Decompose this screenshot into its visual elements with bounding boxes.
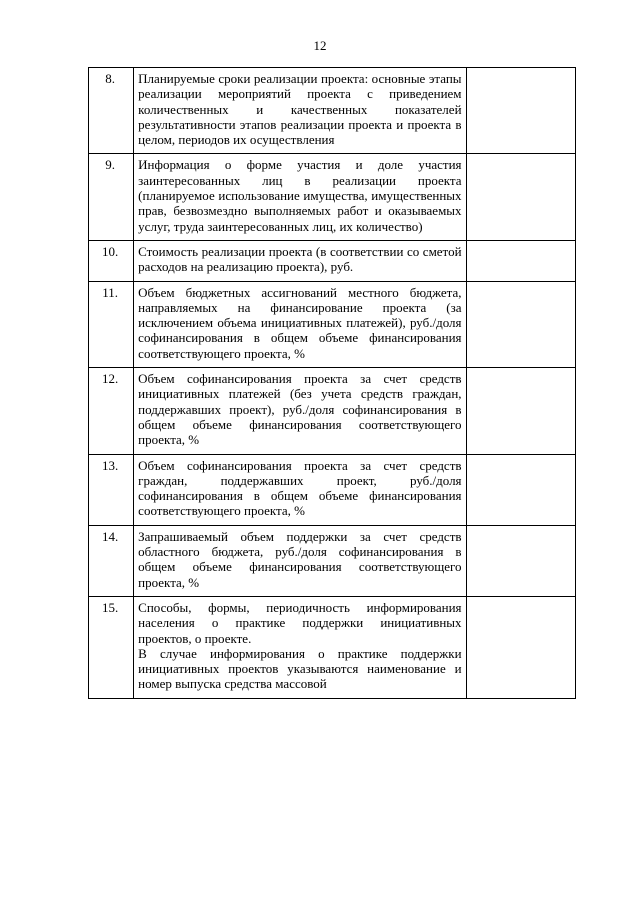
table-row	[89, 281, 576, 367]
row-number: 12.	[89, 368, 134, 454]
row-number: 8.	[89, 68, 134, 154]
row-description: Планируемые сроки реализации проекта: основные этапы реализации мероприятий проекта с приведением количественных и качественных показателей результативности этапов реализации проекта и проекта в целом, периодов их осуществления	[134, 68, 466, 154]
row-description-paragraph: В случае информирования о практике поддержки инициативных проектов указываются наименование и номер выпуска средства массовой	[138, 645, 462, 692]
row-description: Объем софинансирования проекта за счет средств граждан, поддержавших проект, руб./доля софинансирования в общем объеме финансирования соответствующего проекта, %	[134, 454, 466, 525]
row-value-cell	[466, 68, 575, 154]
table-row	[89, 154, 576, 240]
table-row	[89, 240, 576, 281]
row-number: 13.	[89, 454, 134, 525]
table-row	[89, 68, 576, 154]
table-row	[89, 596, 576, 698]
table-row	[89, 525, 576, 596]
row-value-cell	[466, 596, 575, 698]
row-number: 15.	[89, 596, 134, 698]
row-description: Объем софинансирования проекта за счет средств инициативных платежей (без учета средств граждан, поддержавших проект), руб./доля софинансирования в общем объеме финансирования соответствующего проекта, %	[134, 368, 466, 454]
project-info-table	[88, 67, 576, 699]
row-description-paragraph: Способы, формы, периодичность информирования населения о практике поддержки инициативных проектов, о проекте.	[138, 599, 462, 646]
row-value-cell	[466, 525, 575, 596]
row-description: Информация о форме участия и доле участия заинтересованных лиц в реализации проекта (планируемое использование имущества, имущественных прав, безвозмездно выполняемых работ и оказываемых услуг, труда заинтересованных лиц, их количество)	[134, 154, 466, 240]
row-description: Объем бюджетных ассигнований местного бюджета, направляемых на финансирование проекта (за исключением объема инициативных платежей), руб./доля софинансирования в общем объеме финансирования соответствующего проекта, %	[134, 281, 466, 367]
row-value-cell	[466, 240, 575, 281]
row-description	[134, 596, 466, 698]
row-value-cell	[466, 281, 575, 367]
row-number: 10.	[89, 240, 134, 281]
table-row	[89, 454, 576, 525]
row-value-cell	[466, 154, 575, 240]
page-number: 12	[313, 38, 327, 53]
table-row	[89, 368, 576, 454]
row-number: 11.	[89, 281, 134, 367]
row-value-cell	[466, 454, 575, 525]
row-description: Запрашиваемый объем поддержки за счет средств областного бюджета, руб./доля софинансирования в общем объеме финансирования соответствующего проекта, %	[134, 525, 466, 596]
row-number: 14.	[89, 525, 134, 596]
row-number: 9.	[89, 154, 134, 240]
row-value-cell	[466, 368, 575, 454]
row-description: Стоимость реализации проекта (в соответствии со сметой расходов на реализацию проекта), руб.	[134, 240, 466, 281]
